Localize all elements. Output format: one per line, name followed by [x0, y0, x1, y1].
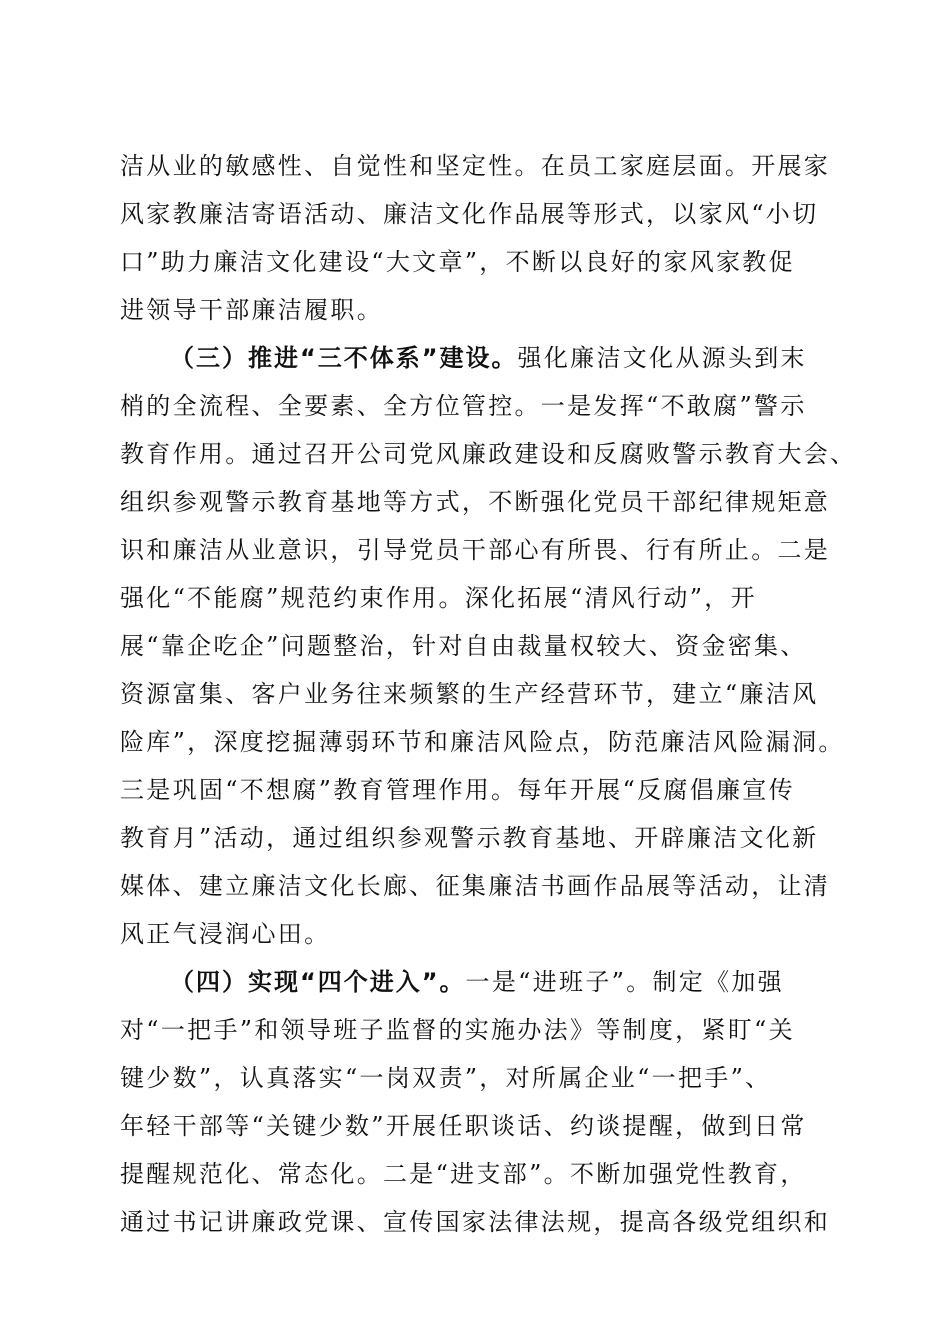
text-run: 强化廉洁文化从源头到末 — [517, 344, 807, 372]
text-line: 教育月”活动，通过组织参观警示教育基地、开辟廉洁文化新 — [120, 824, 819, 852]
text-line: 键少数”，认真落实“一岗双责”，对所属企业“一把手”、 — [120, 1064, 772, 1092]
text-line: 梢的全流程、全要素、全方位管控。一是发挥“不敢腐”警示 — [120, 392, 807, 420]
section-heading-3: （三）推进“三不体系”建设。 — [170, 344, 518, 372]
text-line: 教育作用。通过召开公司党风廉政建设和反腐败警示教育大会、 — [120, 440, 857, 468]
text-line: 组织参观警示教育基地等方式，不断强化党员干部纪律规矩意 — [120, 488, 831, 516]
text-line: 风正气浸润心田。 — [120, 920, 331, 948]
text-line: 口”助力廉洁文化建设“大文章”，不断以良好的家风家教促 — [120, 248, 795, 276]
text-line: 提醒规范化、常态化。二是“进支部”。不断加强党性教育， — [120, 1160, 807, 1188]
paragraph-first-line — [120, 958, 825, 1006]
text-line: 三是巩固“不想腐”教育管理作用。每年开展“反腐倡廉宣传 — [120, 776, 795, 804]
section-heading-4: （四）实现“四个进入”。 — [170, 968, 466, 996]
paragraph-first-line — [120, 334, 825, 382]
text-line: 年轻干部等“关键少数”开展任职谈话、约谈提醒，做到日常 — [120, 1112, 807, 1140]
text-line: 进领导干部廉洁履职。 — [120, 296, 383, 324]
text-run: 一是“进班子”。制定《加强 — [465, 968, 784, 996]
text-line: 通过书记讲廉政党课、宣传国家法律法规，提高各级党组织和 — [120, 1208, 831, 1236]
document-body — [120, 142, 857, 1246]
text-line: 对“一把手”和领导班子监督的实施办法》等制度，紧盯“关 — [120, 1016, 795, 1044]
paragraph-2 — [120, 334, 857, 958]
paragraph-3 — [120, 958, 831, 1246]
text-line: 识和廉洁从业意识，引导党员干部心有所畏、行有所止。二是 — [120, 536, 831, 564]
paragraph-1 — [120, 142, 831, 334]
text-line: 资源富集、客户业务往来频繁的生产经营环节，建立“廉洁风 — [120, 680, 819, 708]
text-line: 强化“不能腐”规范约束作用。深化拓展“清风行动”，开 — [120, 584, 757, 612]
text-line: 险库”，深度挖掘薄弱环节和廉洁风险点，防范廉洁风险漏洞。 — [120, 728, 845, 756]
text-line: 媒体、建立廉洁文化长廊、征集廉洁书画作品展等活动，让清 — [120, 872, 831, 900]
text-line: 洁从业的敏感性、自觉性和坚定性。在员工家庭层面。开展家 — [120, 152, 831, 180]
text-line: 展“靠企吃企”问题整治，针对自由裁量权较大、资金密集、 — [120, 632, 807, 660]
text-line: 风家教廉洁寄语活动、廉洁文化作品展等形式，以家风“小切 — [120, 200, 819, 228]
